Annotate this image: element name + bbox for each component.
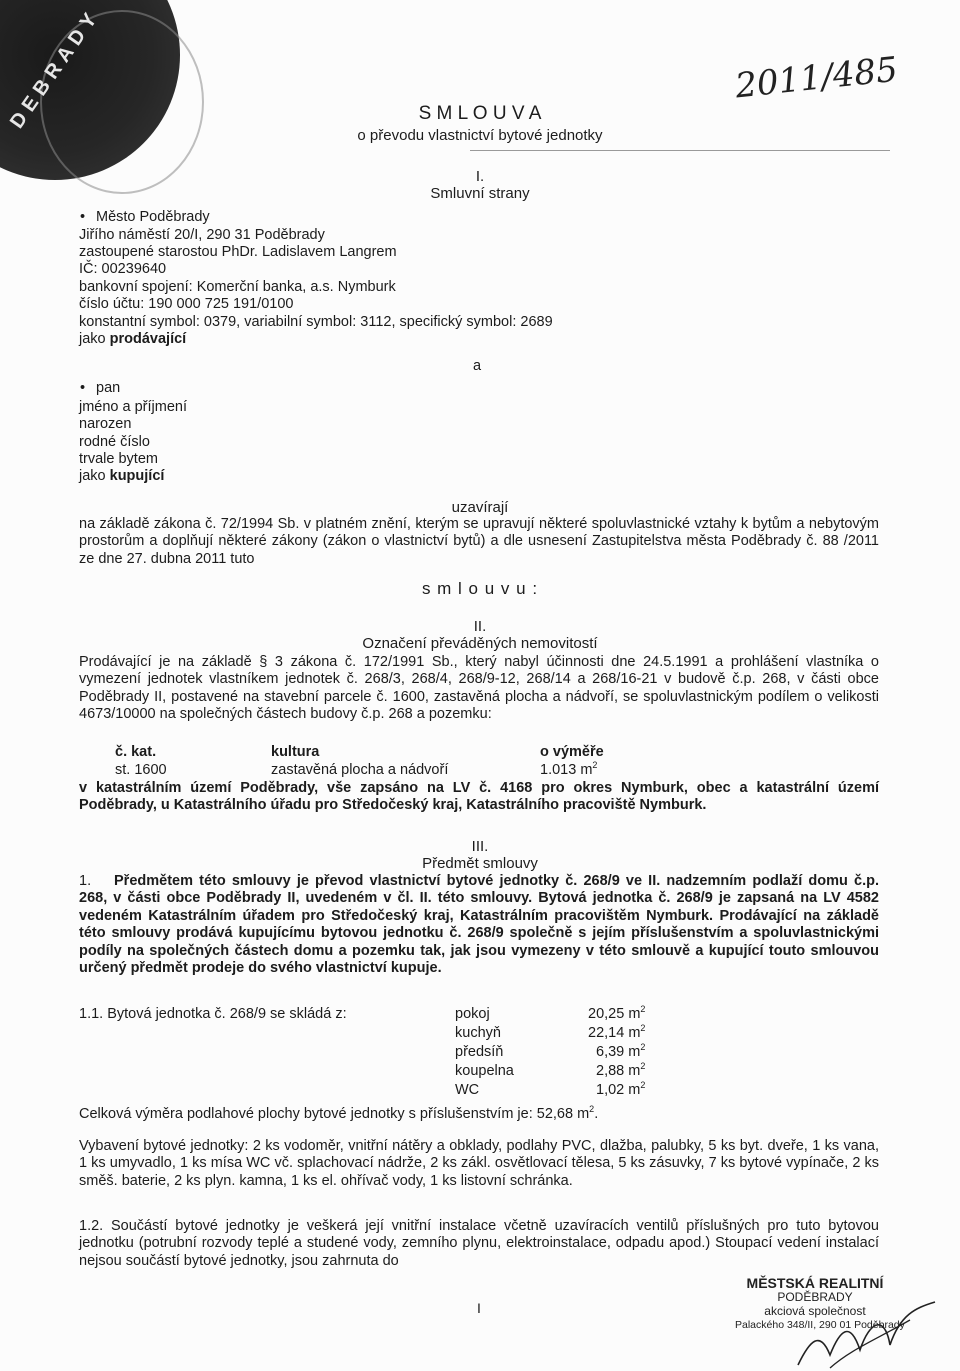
- paragraph-1-2: 1.2. Součástí bytové jednotky je veškerá její vnitřní instalace včetně uzavíracích ventilů příslušných pro tuto bytovou jednotku (potrubní rozvody teplé a studené vody, zemního plynu, elektroinstalace, odpadu apod.) Stoupací vedení instalací nejsou součástí bytové jednotky, jsou zahrnuta do: [79, 1218, 879, 1269]
- buyer-field-address: trvale bytem: [79, 451, 158, 467]
- room-area-value: 22,14 m: [588, 1025, 641, 1041]
- total-area-end: .: [594, 1106, 599, 1122]
- seller-name: • Město Poděbrady: [96, 209, 210, 226]
- room-name: kuchyň: [455, 1025, 501, 1041]
- seller-representative: zastoupené starostou PhDr. Ladislavem Langrem: [79, 244, 397, 260]
- room-area-value: 6,39 m: [596, 1044, 641, 1060]
- page-number: I: [477, 1300, 481, 1316]
- seller-ic: IČ: 00239640: [79, 261, 167, 277]
- document-title: S M L O U V A: [418, 103, 542, 124]
- company-form: akciová společnost: [764, 1304, 866, 1318]
- signature-scribble: [790, 1300, 940, 1371]
- area-exponent: 2: [592, 760, 598, 771]
- unit-composition-label: 1.1. Bytová jednotka č. 268/9 se skládá z:: [79, 1006, 347, 1022]
- room-area: [588, 1006, 645, 1023]
- section-2-heading: Označení převáděných nemovitostí: [362, 635, 598, 652]
- paragraph-1: Předmětem této smlouvy je převod vlastnictví bytové jednotky č. 268/9 ve II. nadzemním podlaží domu č.p. 268, v části obce Poděbrady II, uvedeném v čl. II. této smlouvy. Bytová jednotka č. 268/9 je zapsaná na LV 4582 vedeném Katastrálním úřadem pro Středočeský kraj, Katastrálním pracovištěm Nymburk. Prodávající na základě této smlouvy prodává kupujícímu bytovou jednotku č. 268/9 společně s jejím příslušenstvím a spoluvlastnickými podíly na společných částech domu a pozemku tak, jak jsou vymezeny v této smlouvě a kupující touto smlouvou určený předmět prodeje do svého vlastnictví kupuje.: [79, 873, 879, 977]
- buyer-role: kupující: [109, 468, 165, 484]
- room-area-value: 20,25 m: [588, 1006, 641, 1022]
- buyer-field-born: narozen: [79, 416, 132, 432]
- seller-account: číslo účtu: 190 000 725 191/0100: [79, 296, 294, 312]
- section-2-text-a: Prodávající je na základě § 3 zákona č. 172/1991 Sb., který nabyl účinnosti dne 24.5.1991 a prohlášení vlastníka o vymezení jednotek vlastníkem jednotek č. 268/3, 268/4, 268/9-12, 268/14 a 268/16-21 v budově č.p. 268, v části obce Poděbrady II, postavené na stavební parcele č. 1600, zastavěná plocha a nádvoří, se spoluvlastnickým podílem o velikosti 4673/10000 na společných částech budovy č.p. 268 a pozemku:: [79, 654, 879, 723]
- room-area-value: 2,88 m: [596, 1063, 641, 1079]
- room-area-exponent: 2: [640, 1080, 646, 1091]
- area-value: 1.013 m: [540, 762, 593, 778]
- company-address: Palackého 348/II, 290 01 Poděbrady: [735, 1319, 905, 1331]
- buyer-name: • pan: [96, 380, 120, 397]
- seller-bank: bankovní spojení: Komerční banka, a.s. Nymburk: [79, 279, 396, 295]
- section-2-number: II.: [473, 618, 487, 635]
- table-cell-area: [540, 762, 597, 779]
- section-2-text-b: v katastrálním území Poděbrady, vše zapsáno na LV č. 4168 pro okres Nymburk, obec a katastrální území Poděbrady, u Katastrálního úřadu pro Středočeský kraj, Katastrálního pracoviště Nymburk.: [79, 780, 879, 814]
- document-subtitle: o převodu vlastnictví bytové jednotky: [357, 127, 603, 144]
- table-cell-parcel: st. 1600: [115, 762, 167, 778]
- seller-symbols: konstantní symbol: 0379, variabilní symbol: 3112, specifický symbol: 2689: [79, 314, 553, 330]
- section-1-number: I.: [475, 168, 485, 185]
- role-prefix: jako: [79, 331, 110, 347]
- header-rule: [470, 150, 890, 151]
- seller-role-line: [79, 331, 186, 348]
- room-area: [596, 1082, 645, 1099]
- room-area-value: 1,02 m: [596, 1082, 641, 1098]
- total-area-exponent: 2: [589, 1104, 595, 1115]
- room-name: předsíň: [455, 1044, 504, 1060]
- total-area: [79, 1106, 598, 1123]
- seller-address: Jiřího náměstí 20/I, 290 31 Poděbrady: [79, 227, 325, 243]
- buyer-field-id: rodné číslo: [79, 434, 150, 450]
- room-name: WC: [455, 1082, 480, 1098]
- contract-word: s m l o u v u :: [421, 579, 539, 598]
- conclude-word: uzavírají: [451, 499, 509, 516]
- room-area: [596, 1044, 645, 1061]
- room-area-exponent: 2: [640, 1061, 646, 1072]
- role-prefix: jako: [79, 468, 110, 484]
- room-area-exponent: 2: [640, 1004, 646, 1015]
- paragraph-1-number: 1.: [79, 873, 92, 889]
- table-header-culture: kultura: [271, 744, 320, 760]
- table-cell-culture: zastavěná plocha a nádvoří: [271, 762, 449, 778]
- total-area-text: Celková výměra podlahové plochy bytové jednotky s příslušenstvím je: 52,68 m: [79, 1106, 590, 1122]
- section-1-heading: Smluvní strany: [430, 185, 530, 202]
- handwritten-reference: 2011/485: [733, 49, 900, 107]
- company-city: PODĚBRADY: [777, 1290, 853, 1304]
- table-header-area: o výměře: [540, 744, 604, 760]
- room-area-exponent: 2: [640, 1023, 646, 1034]
- seal-text: DEBRADY: [6, 4, 105, 133]
- contract-intro: na základě zákona č. 72/1994 Sb. v platném znění, kterým se upravují některé spoluvlastnické vztahy k bytům a nebytovým prostorům a doplňují některé zákony (zákon o vlastnictví bytů) a dle usnesení Zastupitelstva města Poděbrady č. 88 /2011 ze dne 27. dubna 2011 tuto: [79, 516, 879, 567]
- section-3-heading: Předmět smlouvy: [422, 855, 538, 872]
- company-name: MĚSTSKÁ REALITNÍ: [746, 1275, 884, 1291]
- unit-equipment: Vybavení bytové jednotky: 2 ks vodoměr, vnitřní nátěry a obklady, podlahy PVC, dlažba, palubky, 5 ks byt. dveře, 1 ks vana, 1 ks umyvadlo, 1 ks mísa WC vč. splachovací nádrže, 2 ks zákl. osvětlovací tělesa, 5 ks zásuvky, 7 ks bytové vypínače, 2 ks směš. baterie, 2 ks plyn. kamna, 1 ks el. ohřívač vody, 1 ks listovní schránka.: [79, 1138, 879, 1189]
- buyer-field-name: jméno a příjmení: [79, 399, 187, 415]
- buyer-role-line: [79, 468, 164, 485]
- room-area: [588, 1025, 645, 1042]
- room-name: pokoj: [455, 1006, 490, 1022]
- table-header-parcel: č. kat.: [115, 744, 157, 760]
- room-area: [596, 1063, 645, 1080]
- section-3-number: III.: [471, 838, 489, 855]
- conjunction: a: [473, 358, 482, 374]
- room-area-exponent: 2: [640, 1042, 646, 1053]
- room-name: koupelna: [455, 1063, 514, 1079]
- seller-role: prodávající: [109, 331, 187, 347]
